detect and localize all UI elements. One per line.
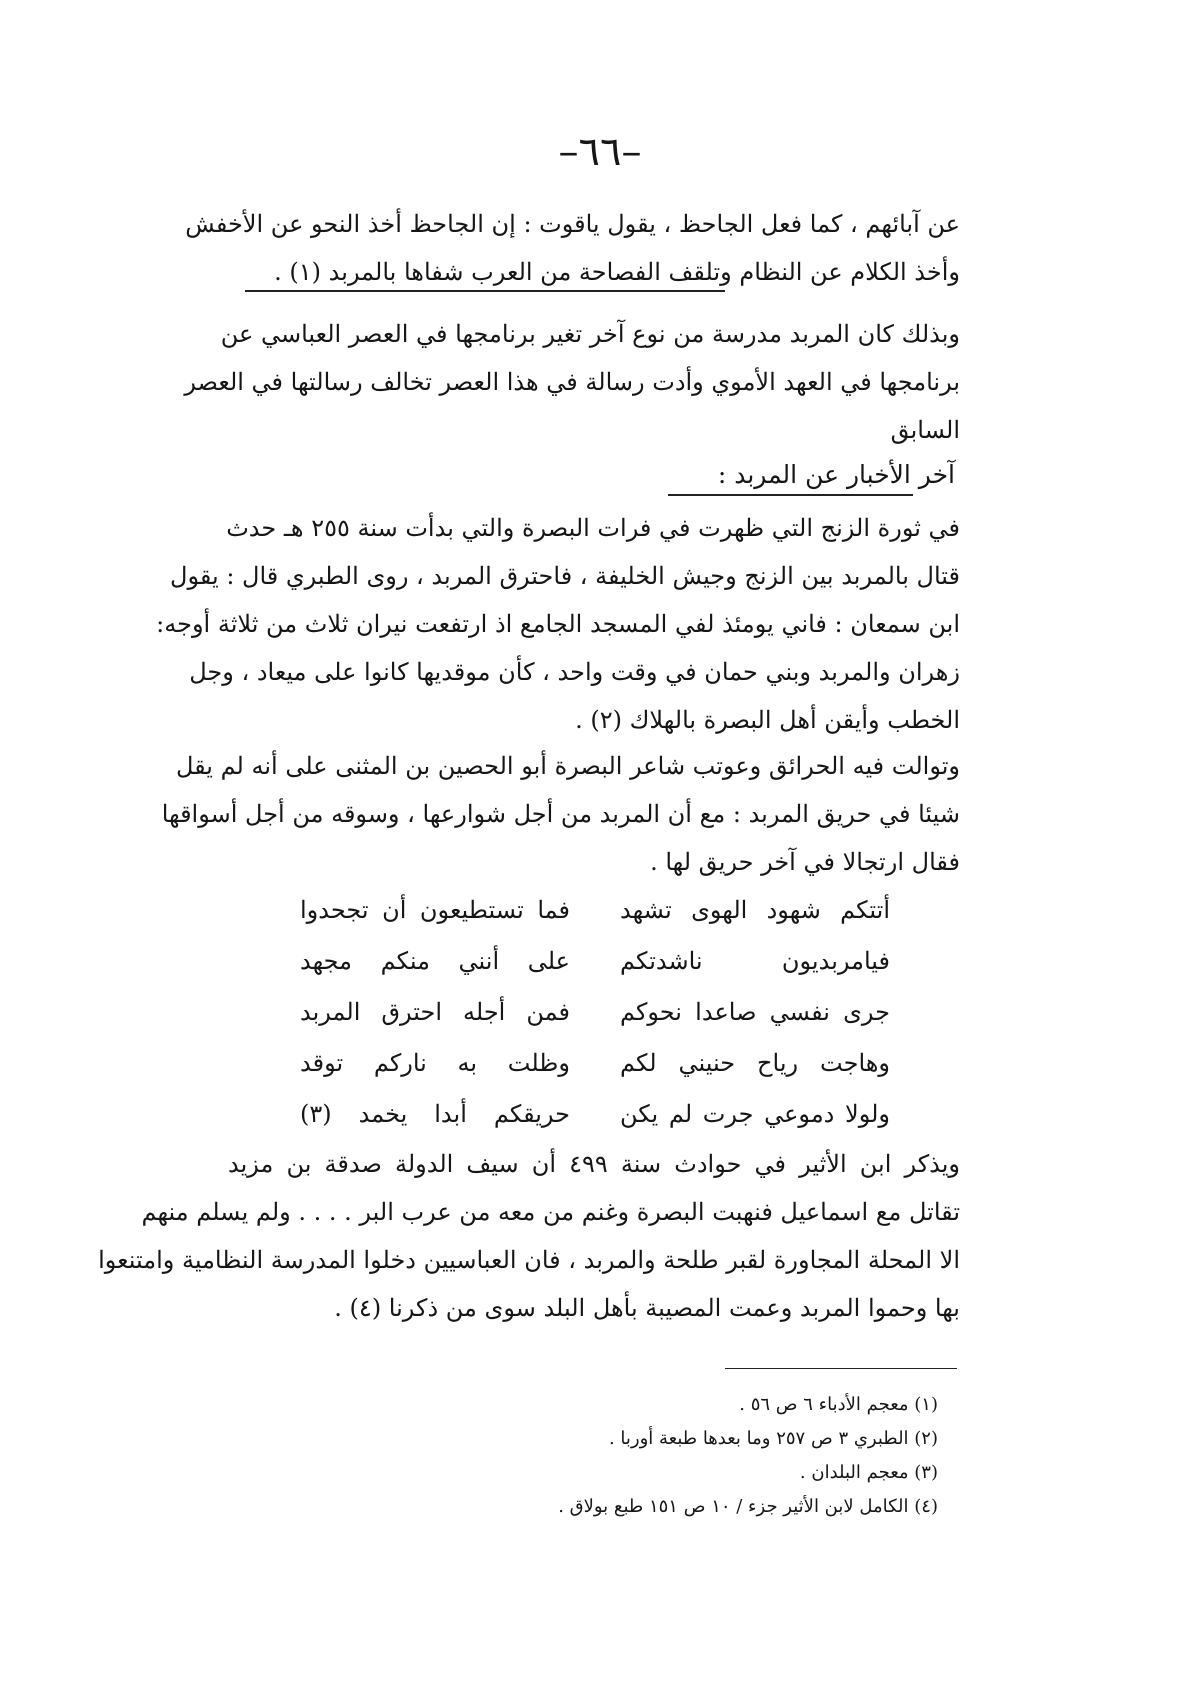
paragraph-line: تقاتل مع اسماعيل فنهبت البصرة وغنم من معه من عرب البر . . . . ولم يسلم منهم xyxy=(141,1198,960,1226)
section-heading: آخر الأخبار عن المربد : xyxy=(717,460,955,489)
verse-second-hemistich: حريقكم أبدا يخمد (٣) xyxy=(300,1100,570,1128)
verse-second-hemistich: على أنني منكم مجهد xyxy=(300,947,570,975)
paragraph-line: وتوالت فيه الحرائق وعوتب شاعر البصرة أبو الحصين بن المثنى على أنه لم يقل xyxy=(175,752,960,780)
paragraph-line: الخطب وأيقن أهل البصرة بالهلاك (٢) . xyxy=(575,706,960,734)
poem-verse xyxy=(300,885,890,936)
footnote-3: (٣) معجم البلدان . xyxy=(799,1462,938,1483)
paragraph-line: السابق xyxy=(890,416,960,444)
paragraph-line: بها وحموا المربد وعمت المصيبة بأهل البلد سوى من ذكرنا (٤) . xyxy=(334,1294,960,1322)
paragraph-5 xyxy=(98,1140,961,1332)
verse-second-hemistich: فما تستطيعون أن تجحدوا xyxy=(300,896,570,924)
verse-second-hemistich: فمن أجله احترق المربد xyxy=(300,998,570,1026)
paragraph-line: فقال ارتجالا في آخر حريق لها . xyxy=(650,848,960,876)
paragraph-4 xyxy=(161,742,960,886)
paragraph-line: ويذكر ابن الأثير في حوادث سنة ٤٩٩ أن سيف الدولة صدقة بن مزيد xyxy=(228,1150,961,1178)
verse-second-hemistich: وظلت به ناركم توقد xyxy=(300,1049,570,1077)
footnote-1: (١) معجم الأدباء ٦ ص ٥٦ . xyxy=(739,1394,938,1415)
paragraph-line: الا المحلة المجاورة لقبر طلحة والمربد ، فان العباسيين دخلوا المدرسة النظامية وامتنعوا xyxy=(98,1246,960,1274)
paragraph-line: وبذلك كان المربد مدرسة من نوع آخر تغير برنامجها في العصر العباسي عن xyxy=(220,320,960,348)
poem-verse xyxy=(300,1038,890,1089)
verse-first-hemistich: أتتكم شهود الهوى تشهد xyxy=(620,896,890,924)
poem-verse xyxy=(300,987,890,1038)
verse-first-hemistich: ولولا دموعي جرت لم يكن xyxy=(620,1100,890,1128)
footnotes xyxy=(558,1388,938,1524)
verse-first-hemistich: وهاجت رياح حنيني لكم xyxy=(620,1049,890,1077)
paragraph-line: ابن سمعان : فاني يومئذ لفي المسجد الجامع اذ ارتفعت نيران ثلاث من ثلاثة أوجه: xyxy=(156,610,960,638)
paragraph-line: عن آبائهم ، كما فعل الجاحظ ، يقول ياقوت : إن الجاحظ أخذ النحو عن الأخفش xyxy=(185,210,960,238)
paragraph-line: شيئا في حريق المربد : مع أن المربد من أجل شوارعها ، وسوقه من أجل أسواقها xyxy=(161,800,960,828)
paragraph-line: وأخذ الكلام عن النظام وتلقف الفصاحة من العرب شفاها بالمربد (١) . xyxy=(274,258,960,286)
poem xyxy=(300,885,890,1140)
heading-underline xyxy=(668,494,913,496)
verse-first-hemistich: فيامربديون ناشدتكم xyxy=(620,947,890,975)
paragraph-line: قتال بالمربد بين الزنج وجيش الخليفة ، فاحترق المربد ، روى الطبري قال : يقول xyxy=(170,562,960,590)
paragraph-line: زهران والمربد وبني حمان في وقت واحد ، كأن موقديها كانوا على ميعاد ، وجل xyxy=(189,658,960,686)
paragraph-line: في ثورة الزنج التي ظهرت في فرات البصرة والتي بدأت سنة ٢٥٥ هـ حدث xyxy=(226,514,960,542)
footnote-2: (٢) الطبري ٣ ص ٢٥٧ وما بعدها طبعة أوربا . xyxy=(608,1428,938,1449)
paragraph-line: برنامجها في العهد الأموي وأدت رسالة في هذا العصر تخالف رسالتها في العصر xyxy=(184,368,960,396)
footnote-4: (٤) الكامل لابن الأثير جزء / ١٠ ص ١٥١ طبع بولاق . xyxy=(558,1496,938,1517)
paragraph-3 xyxy=(156,504,960,744)
verse-first-hemistich: جرى نفسي صاعدا نحوكم xyxy=(620,998,890,1026)
poem-verse xyxy=(300,1089,890,1140)
section-divider xyxy=(245,290,725,292)
page-number: –٦٦– xyxy=(558,129,642,175)
poem-verse xyxy=(300,936,890,987)
paragraph-2 xyxy=(184,310,960,454)
paragraph-1 xyxy=(185,200,960,296)
footnote-separator xyxy=(725,1368,957,1369)
